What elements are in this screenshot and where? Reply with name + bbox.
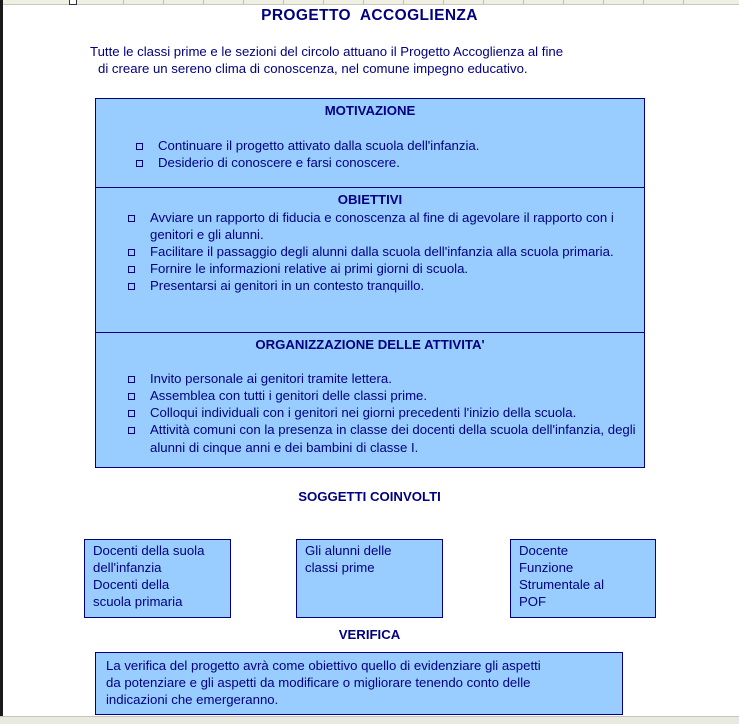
left-border: [0, 0, 3, 716]
intro-line: di creare un sereno clima di conoscenza, nel comune impegno educativo.: [98, 61, 528, 76]
ruler-tick: [523, 0, 524, 4]
verifica-line: indicazioni che emergeranno.: [106, 692, 279, 707]
list-item-text: Avviare un rapporto di fiducia e conoscenza al fine di agevolare il rapporto con i genitori e gli alunni.: [150, 210, 614, 242]
list-item-text: Presentarsi ai genitori in un contesto tranquillo.: [150, 278, 425, 293]
project-details-box: [95, 98, 645, 468]
section-obiettivi: [96, 188, 644, 333]
box-line: Strumentale al: [519, 577, 605, 592]
page-title: PROGETTO ACCOGLIENZA: [261, 7, 478, 24]
list-item-text: Fornire le informazioni relative ai primi giorni di scuola.: [150, 261, 469, 276]
box-docenti: [84, 539, 231, 618]
bullet-square-icon: [136, 143, 143, 150]
box-line: POF: [519, 594, 547, 609]
box-line: classi prime: [305, 560, 375, 575]
bullet-square-icon: [128, 427, 135, 434]
list-item-text: Facilitare il passaggio degli alunni dalla scuola dell'infanzia alla scuola primaria.: [150, 244, 614, 259]
verifica-box: [95, 652, 623, 715]
ruler-tick: [203, 0, 204, 4]
box-line: Gli alunni delle: [305, 543, 392, 558]
list-item: [128, 404, 644, 421]
list-item: [136, 154, 644, 171]
soggetti-heading: SOGGETTI COINVOLTI: [298, 489, 441, 504]
ruler-tick: [363, 0, 364, 4]
box-line: Docenti della: [93, 577, 170, 592]
section-heading: ORGANIZZAZIONE DELLE ATTIVITA': [255, 337, 485, 352]
box-line: dell'infanzia: [93, 560, 162, 575]
ruler-tick: [163, 0, 164, 4]
box-line: Docenti della suola: [93, 543, 205, 558]
bullet-square-icon: [128, 266, 135, 273]
box-line: Funzione: [519, 560, 574, 575]
ruler-tick: [603, 0, 604, 4]
list-item-text: Continuare il progetto attivato dalla scuola dell'infanzia.: [158, 138, 480, 153]
verifica-heading: VERIFICA: [338, 627, 401, 642]
list-item-text: Colloqui individuali con i genitori nei giorni precedenti l'inizio della scuola.: [150, 405, 577, 420]
ruler-tick: [243, 0, 244, 4]
motivazione-list: [136, 137, 644, 171]
list-item: [128, 260, 638, 277]
list-item: [128, 209, 638, 243]
section-heading: OBIETTIVI: [337, 192, 403, 207]
bullet-square-icon: [128, 376, 135, 383]
box-line: Docente: [519, 543, 569, 558]
bullet-square-icon: [128, 393, 135, 400]
verifica-line: La verifica del progetto avrà come obiettivo quello di evidenziare gli aspetti: [106, 658, 541, 673]
ruler-tick: [443, 0, 444, 4]
ruler-tick: [483, 0, 484, 4]
box-funzione-strumentale: [510, 539, 656, 618]
ruler-marker-icon[interactable]: [69, 0, 77, 5]
bullet-square-icon: [128, 283, 135, 290]
box-alunni: [296, 539, 443, 618]
section-motivazione: [96, 99, 644, 188]
ruler-tick: [283, 0, 284, 4]
bullet-square-icon: [128, 215, 135, 222]
list-item: [136, 137, 644, 154]
list-item-text: Attività comuni con la presenza in classe dei docenti della scuola dell'infanzia, degli alunni di cinque anni e dei bambini di classe I.: [150, 422, 636, 455]
top-ruler-strip: [3, 0, 739, 5]
list-item: [128, 243, 638, 260]
bottom-bar: [0, 716, 739, 724]
organizzazione-list: [128, 370, 644, 457]
ruler-tick: [403, 0, 404, 4]
bullet-square-icon: [128, 249, 135, 256]
ruler-tick: [123, 0, 124, 4]
intro-line: Tutte le classi prime e le sezioni del circolo attuano il Progetto Accoglienza al fine: [90, 44, 564, 59]
list-item: [128, 277, 638, 294]
intro-paragraph: [90, 43, 680, 77]
ruler-tick: [323, 0, 324, 4]
list-item: [128, 370, 644, 387]
verifica-line: da potenziare e gli aspetti da modificare o migliorare tenendo conto delle: [106, 675, 531, 690]
bullet-square-icon: [128, 410, 135, 417]
ruler-tick: [683, 0, 684, 4]
section-organizzazione: [96, 333, 644, 467]
list-item-text: Desiderio di conoscere e farsi conoscere.: [158, 155, 400, 170]
ruler-tick: [563, 0, 564, 4]
list-item-text: Invito personale ai genitori tramite lettera.: [150, 371, 392, 386]
box-line: scuola primaria: [93, 594, 183, 609]
list-item: [128, 421, 644, 457]
section-heading: MOTIVAZIONE: [324, 103, 416, 118]
list-item-text: Assemblea con tutti i genitori delle classi prime.: [150, 388, 428, 403]
ruler-tick: [643, 0, 644, 4]
bullet-square-icon: [136, 160, 143, 167]
list-item: [128, 387, 644, 404]
obiettivi-list: [128, 209, 638, 294]
